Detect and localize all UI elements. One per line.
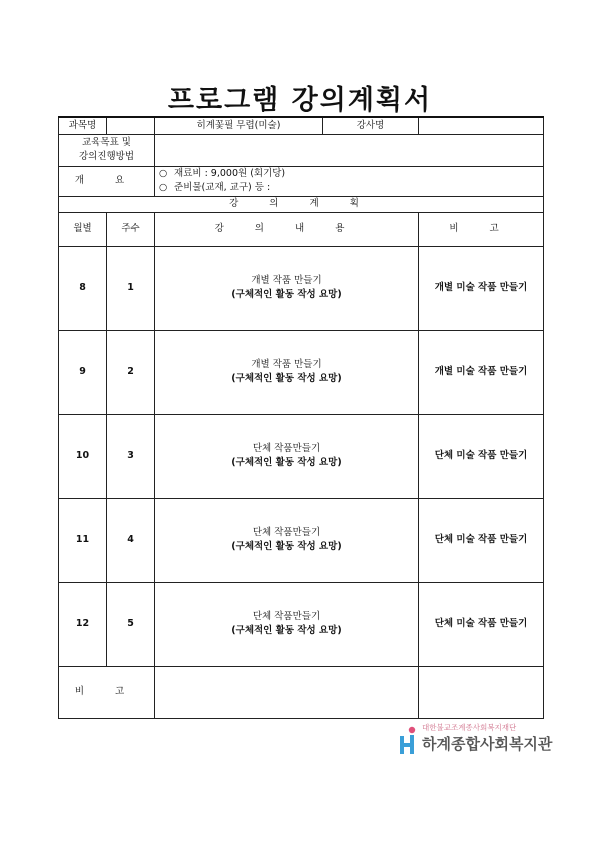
row-week: 4: [107, 498, 155, 582]
goal-label: [59, 134, 155, 166]
row-month: 9: [59, 330, 107, 414]
remarks-extra[interactable]: [419, 666, 544, 718]
row-note[interactable]: 개별 미술 작품 만들기: [419, 246, 544, 330]
material-fee: 재료비 : 9,000원 (회기당): [174, 168, 286, 179]
goal-value[interactable]: [155, 134, 544, 166]
row-month: 10: [59, 414, 107, 498]
footer-brand: [396, 722, 553, 758]
logo-h-shape: [400, 735, 414, 754]
circle-bullet-icon: ○: [159, 182, 168, 193]
row-content-line2: (구체적인 활동 작성 요망): [231, 625, 342, 636]
col-content: 강 의 내 용: [155, 212, 419, 246]
plan-heading: 강 의 계 획: [59, 196, 544, 212]
foundation-name: 대한불교조계종사회복지재단: [422, 723, 517, 732]
row-week: 5: [107, 582, 155, 666]
row-content[interactable]: [155, 498, 419, 582]
row-content[interactable]: [155, 414, 419, 498]
table-row: [59, 498, 544, 582]
table-row: [59, 330, 544, 414]
table-row: [59, 414, 544, 498]
remarks-label: 비 고: [59, 666, 155, 718]
row-content-line2: (구체적인 활동 작성 요망): [231, 457, 342, 468]
col-note: 비 고: [419, 212, 544, 246]
row-note[interactable]: 단체 미술 작품 만들기: [419, 498, 544, 582]
row-content-line2: (구체적인 활동 작성 요망): [231, 289, 342, 300]
row-note[interactable]: 단체 미술 작품 만들기: [419, 582, 544, 666]
welfare-center-logo-icon: [396, 726, 420, 756]
center-name: 하계종합사회복지관: [422, 735, 553, 753]
instructor-label: 강사명: [323, 117, 419, 134]
subject-value[interactable]: 히계꽃필 무렵(미술): [155, 117, 323, 134]
col-month: 월별: [59, 212, 107, 246]
row-week: 1: [107, 246, 155, 330]
row-content-line1: 단체 작품만들기: [252, 611, 321, 622]
subject-label-spacer: [107, 117, 155, 134]
row-content-line1: 개별 작품 만들기: [251, 275, 322, 286]
row-content-line1: 단체 작품만들기: [252, 527, 321, 538]
row-week: 3: [107, 414, 155, 498]
page-title: 프로그램 강의계획서: [167, 85, 433, 116]
col-week: 주수: [107, 212, 155, 246]
row-content[interactable]: [155, 582, 419, 666]
row-note[interactable]: 단체 미술 작품 만들기: [419, 414, 544, 498]
row-content-line2: (구체적인 활동 작성 요망): [231, 541, 342, 552]
overview-value[interactable]: [155, 166, 544, 196]
row-content-line1: 단체 작품만들기: [252, 443, 321, 454]
instructor-value[interactable]: [419, 117, 544, 134]
table-row: [59, 246, 544, 330]
logo-accent-dot: [409, 727, 415, 733]
overview-line-1: [159, 167, 543, 181]
overview-label: 개 요: [59, 166, 155, 196]
row-month: 11: [59, 498, 107, 582]
table-row: [59, 582, 544, 666]
goal-label-line1: 교육목표 및: [82, 137, 131, 148]
row-content[interactable]: [155, 246, 419, 330]
row-month: 8: [59, 246, 107, 330]
remarks-value[interactable]: [155, 666, 419, 718]
subject-label: 과목명: [59, 117, 107, 134]
row-content[interactable]: [155, 330, 419, 414]
circle-bullet-icon: ○: [159, 168, 168, 179]
row-month: 12: [59, 582, 107, 666]
supplies: 준비물(교재, 교구) 등 :: [174, 182, 271, 193]
goal-label-line2: 강의진행방법: [78, 151, 135, 162]
row-content-line1: 개별 작품 만들기: [251, 359, 322, 370]
lecture-plan-table: [58, 116, 544, 719]
row-content-line2: (구체적인 활동 작성 요망): [231, 373, 342, 384]
overview-line-2: [159, 181, 543, 195]
row-week: 2: [107, 330, 155, 414]
row-note[interactable]: 개별 미술 작품 만들기: [419, 330, 544, 414]
